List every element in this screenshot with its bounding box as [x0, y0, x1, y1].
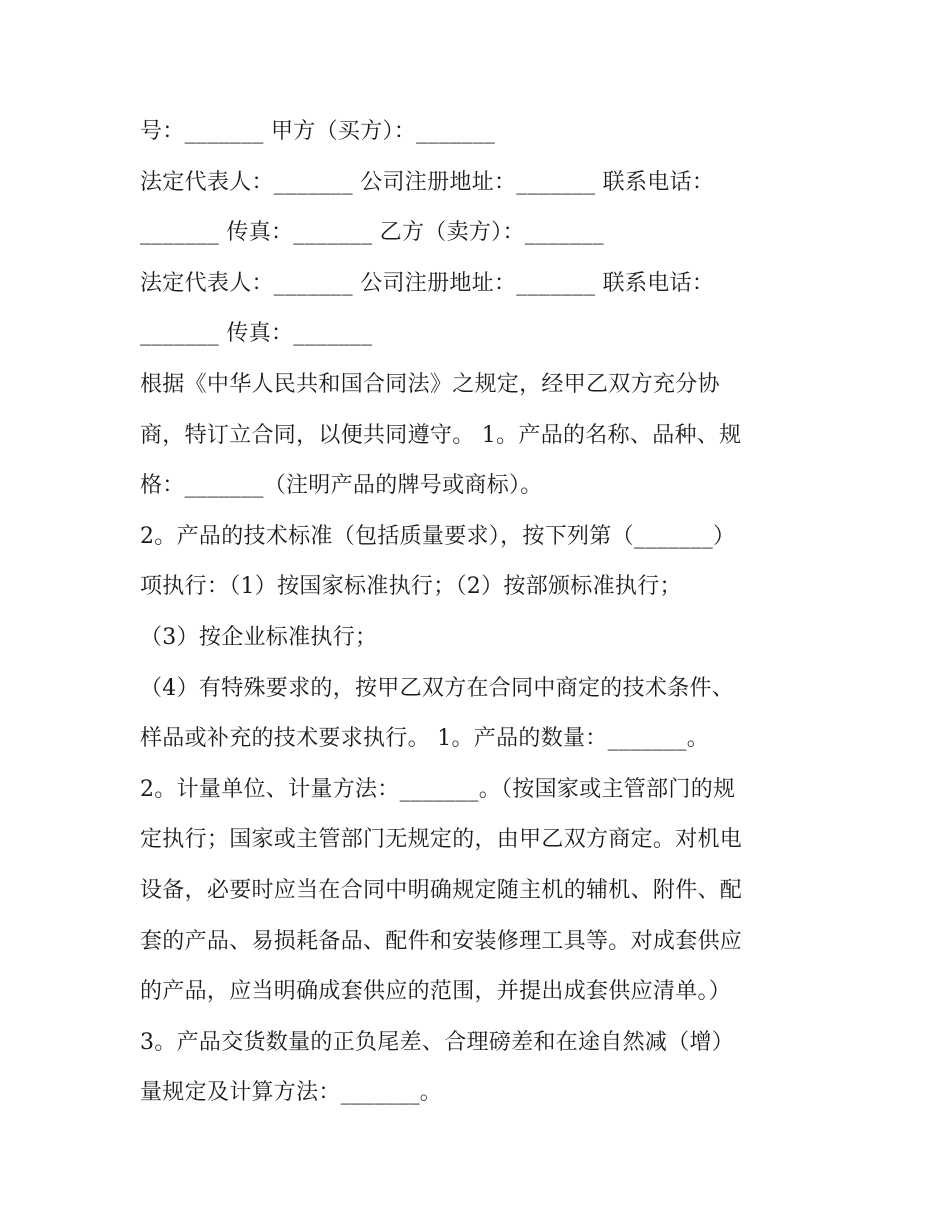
text-line: 的产品，应当明确成套供应的范围，并提出成套供应清单。）	[140, 979, 732, 1005]
text-line: 定执行；国家或主管部门无规定的，由甲乙双方商定。对机电	[140, 827, 743, 853]
text-line: （4）有特殊要求的，按甲乙双方在合同中商定的技术条件、	[140, 675, 735, 701]
text-line: 商，特订立合同，以便共同遵守。 1。产品的名称、品种、规	[140, 422, 742, 448]
text-line: 套的产品、易损耗备品、配件和安装修理工具等。对成套供应	[140, 928, 743, 954]
text-line: 号：_______ 甲方（买方）：_______	[140, 119, 496, 144]
text-line: 样品或补充的技术要求执行。 1。产品的数量：_______。	[140, 726, 709, 752]
text-line: 格：_______（注明产品的牌号或商标）。	[140, 473, 543, 499]
text-line: 法定代表人：_______ 公司注册地址：_______ 联系电话：	[140, 169, 715, 195]
text-line: 根据《中华人民共和国合同法》之规定，经甲乙双方充分协	[140, 371, 720, 397]
text-line: 2。产品的技术标准（包括质量要求），按下列第（_______）	[140, 523, 736, 549]
text-line: 3。产品交货数量的正负尾差、合理磅差和在途自然减（增）	[140, 1029, 735, 1055]
text-line: _______ 传真：_______ 乙方（卖方）：_______	[140, 220, 604, 246]
text-line: 设备，必要时应当在合同中明确规定随主机的辅机、附件、配	[140, 877, 743, 903]
contract-text	[140, 107, 830, 1119]
text-line: 项执行：（1）按国家标准执行；（2）按部颁标准执行；	[140, 574, 682, 600]
text-line: 量规定及计算方法：_______。	[140, 1080, 443, 1106]
text-line: （3）按企业标准执行；	[140, 624, 378, 650]
text-line: _______ 传真：_______	[140, 321, 373, 347]
text-line: 法定代表人：_______ 公司注册地址：_______ 联系电话：	[140, 270, 715, 296]
text-line: 2。计量单位、计量方法：_______。（按国家或主管部门的规	[140, 776, 736, 802]
